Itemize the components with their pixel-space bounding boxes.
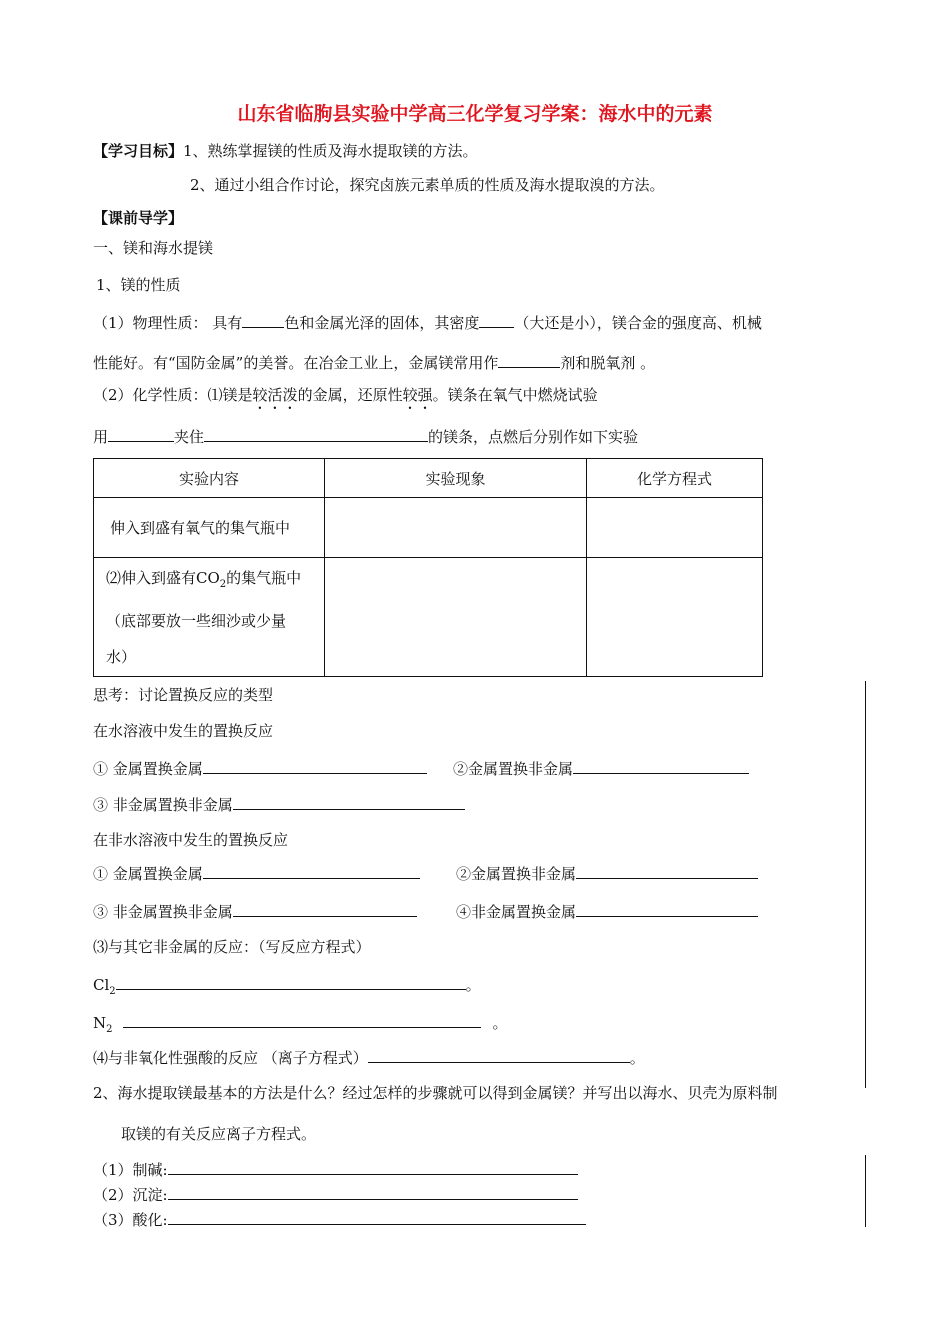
q4-line: ⑷与非氧化性强酸的反应 （离子方程式） 。 <box>93 1049 645 1067</box>
margin-line-lower <box>865 1155 866 1227</box>
nonaqueous-item-4: ④非金属置换金属 <box>456 901 758 922</box>
header-content: 实验内容 <box>94 459 325 498</box>
q3-n2-line: $N_2$ 。 <box>93 1014 508 1035</box>
q3-cl2-line: $Cl_2$ 。 <box>93 976 481 997</box>
table-row <box>94 558 763 677</box>
nonaqueous-item-3: ③ 非金属置换非金属 <box>93 901 417 922</box>
row2-content: ⑵伸入到盛有$CO_2$的集气瓶中（底部要放一些细沙或少量水） <box>106 568 302 666</box>
subsection-magnesium-properties: 1、镁的性质 <box>96 276 181 294</box>
header-phenomenon: 实验现象 <box>325 459 587 498</box>
row1-phenomenon-cell[interactable] <box>325 498 587 558</box>
row1-equation-cell[interactable] <box>587 498 763 558</box>
step-acidify: （3）酸化: <box>93 1209 586 1230</box>
blank-color[interactable] <box>242 312 284 328</box>
aqueous-heading: 在水溶液中发生的置换反应 <box>93 722 274 740</box>
row2-phenomenon-cell[interactable] <box>325 558 587 677</box>
blank-density[interactable] <box>479 312 514 328</box>
blank-agent[interactable] <box>498 352 560 368</box>
nonaqueous-item-2: ②金属置换非金属 <box>456 863 758 884</box>
aqueous-item-1: ① 金属置换金属 <box>93 758 427 779</box>
section-heading-magnesium: 一、镁和海水提镁 <box>93 239 214 257</box>
step-make-alkali: （1）制碱: <box>93 1159 578 1180</box>
physical-properties-line: （1）物理性质： 具有 色和金属光泽的固体，其密度 （大还是小），镁合金的强度高、机械 <box>93 314 762 332</box>
goals-label: 【学习目标】 <box>93 142 184 160</box>
page-title: 山东省临朐县实验中学高三化学复习学案：海水中的元素 <box>237 103 713 125</box>
margin-line-upper <box>865 681 866 1088</box>
guide-label: 【课前导学】 <box>93 209 184 227</box>
table-header-row <box>94 459 763 498</box>
q3-heading: ⑶与其它非金属的反应：（写反应方程式） <box>93 938 371 956</box>
chemical-properties-line-2: 用 夹住 的镁条，点燃后分别作如下实验 <box>93 428 639 446</box>
experiment-table <box>93 458 763 677</box>
row2-equation-cell[interactable] <box>587 558 763 677</box>
row1-content: 伸入到盛有氧气的集气瓶中 <box>110 519 291 537</box>
table-row <box>94 498 763 558</box>
physical-properties-line-2: 性能好。有“国防金属”的美誉。在冶金工业上，金属镁常用作 剂和脱氧剂 。 <box>93 354 656 372</box>
blank-treatment[interactable] <box>204 426 428 442</box>
think-heading: 思考：讨论置换反应的类型 <box>93 686 274 704</box>
step-precipitate: （2）沉淀: <box>93 1184 578 1205</box>
sub2-line-1: 2、海水提取镁最基本的方法是什么？经过怎样的步骤就可以得到金属镁？并写出以海水、贝壳为原料制 <box>93 1084 778 1102</box>
learning-goal-2: 2、通过小组合作讨论，探究卤族元素单质的性质及海水提取溴的方法。 <box>190 176 665 194</box>
blank-tool[interactable] <box>108 426 174 442</box>
aqueous-item-3: ③ 非金属置换非金属 <box>93 794 465 815</box>
nonaqueous-item-1: ① 金属置换金属 <box>93 863 420 884</box>
header-equation: 化学方程式 <box>587 459 763 498</box>
aqueous-item-2: ②金属置换非金属 <box>453 758 749 779</box>
sub2-line-2: 取镁的有关反应离子方程式。 <box>121 1125 317 1143</box>
chemical-properties-line: （2）化学性质：⑴镁是较活泼的金属，还原性较强。镁条在氧气中燃烧试验 <box>93 386 598 404</box>
nonaqueous-heading: 在非水溶液中发生的置换反应 <box>93 831 289 849</box>
learning-goal-1: 【学习目标】1、熟练掌握镁的性质及海水提取镁的方法。 <box>93 142 478 160</box>
